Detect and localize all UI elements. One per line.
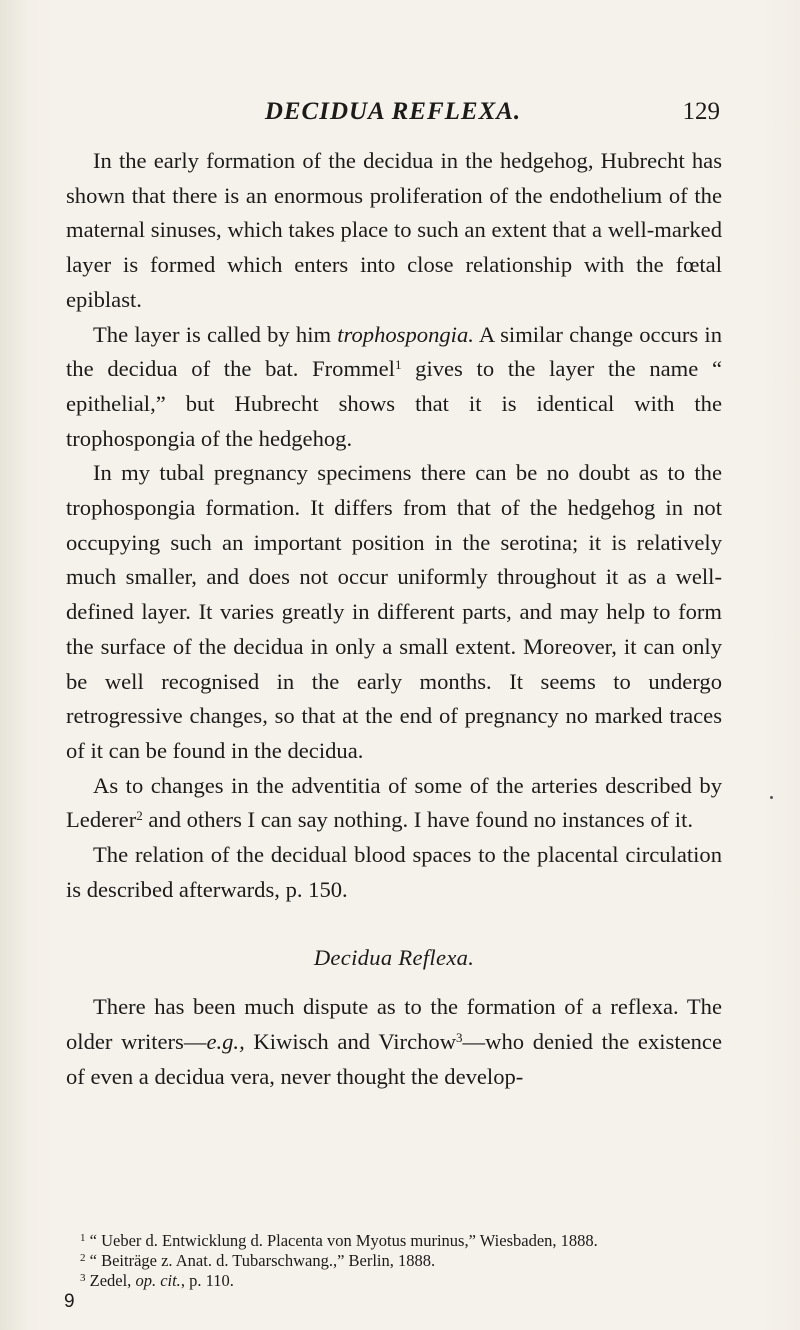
section-heading: Decidua Reflexa. (313, 945, 475, 971)
footnote-3 (66, 1271, 722, 1291)
paragraph-2-text-c: gives to the layer the name “ epithelial,” but Hubrecht shows that it is identical with the trophospongia of the hedgehog. (66, 356, 722, 451)
footnote-2-text: “ Beiträge z. Anat. d. Tubarschwang.,” Berlin, 1888. (85, 1251, 436, 1270)
running-head: DECIDUA REFLEXA. (264, 98, 522, 125)
paragraph-3: In my tubal pregnancy specimens there can be no doubt as to the trophospongia formation. It differs from that of the hedgehog in not occupying such an important position in the serotina; it is relatively much smaller, and does not occur uniformly throughout it as a well-defined layer. It varies greatly in different parts, and may help to form the surface of the decidua in only a small extent. Moreover, it can only be well recognised in the early months. It seems to undergo retrogressive changes, so that at the end of pregnancy no marked traces of it can be found in the decidua. (66, 460, 722, 763)
paragraph-4-text-b: and others I can say nothing. I have found no instances of it. (142, 807, 694, 833)
paragraph-5: The relation of the decidual blood spaces to the placental circulation is described afterwards, p. 150. (66, 842, 722, 902)
footnotes (66, 1231, 722, 1291)
footnote-3-text-a: Zedel, (85, 1271, 136, 1290)
abbrev-eg: e.g., (206, 1028, 245, 1054)
footnote-1-text: “ Ueber d. Entwicklung d. Placenta von Myotus murinus,” Wiesbaden, 1888. (85, 1231, 598, 1250)
paragraph-1: In the early formation of the decidua in the hedgehog, Hubrecht has shown that there is an enormous proliferation of the endothelium of the maternal sinuses, which takes place to such an extent that a well-marked layer is formed which enters into close relationship with the fœtal epiblast. (66, 148, 722, 312)
paragraph-2-text-a: The layer is called by him (93, 321, 338, 347)
paragraph-6-text-b: Kiwisch and Virchow (244, 1028, 457, 1054)
signature-mark: 9 (64, 1291, 75, 1312)
paragraph-4 (66, 769, 722, 838)
footnote-ref-3: 3 (456, 1029, 463, 1045)
paragraph-4-text-a: As to changes in the adventitia of some of the arteries described by Lederer (66, 772, 722, 833)
page-number: 129 (682, 98, 720, 125)
paper-speck (770, 796, 773, 799)
footnote-2 (66, 1251, 722, 1271)
footnote-ref-2: 2 (136, 808, 143, 824)
footnote-1 (66, 1231, 722, 1251)
footnote-2-number: 2 (80, 1252, 86, 1264)
page-header (66, 98, 720, 134)
paragraph-2-text-b: A similar change occurs in the decidua of the bat. Frommel (66, 321, 722, 382)
footnote-3-number: 3 (80, 1272, 86, 1284)
body-text (66, 144, 722, 1094)
footnote-1-number: 1 (80, 1232, 86, 1244)
paragraph-6-text-a: There has been much dispute as to the formation of a reflexa. The older writers— (66, 994, 722, 1054)
paragraph-6-text-c: —who denied the existence of even a decidua vera, never thought the develop- (66, 1028, 722, 1089)
footnote-ref-1: 1 (394, 357, 402, 373)
footnote-3-text-b: , p. 110. (180, 1271, 234, 1290)
term-trophospongia: trophospongia. (337, 321, 474, 347)
paragraph-2 (66, 318, 722, 457)
paragraph-6 (66, 990, 722, 1094)
footnote-3-op-cit: op. cit. (135, 1271, 181, 1290)
